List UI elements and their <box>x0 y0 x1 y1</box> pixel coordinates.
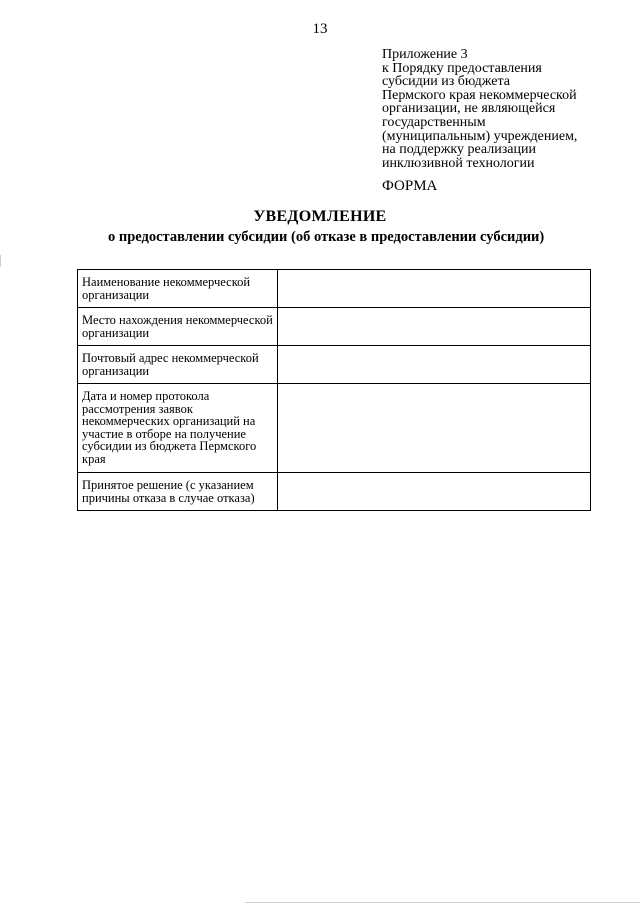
row-label-protocol: Дата и номер протокола рассмотрения заявок некоммерческих организаций на участие в отборе на получение субсидии из бюджета Пермского края <box>78 384 278 473</box>
appendix-line: Пермского края некоммерческой <box>382 87 577 103</box>
table-row <box>78 473 591 511</box>
row-label-org-name: Наименование некоммерческой организации <box>78 270 278 308</box>
row-label-postal-address: Почтовый адрес некоммерческой организации <box>78 346 278 384</box>
row-value-org-name <box>278 270 591 308</box>
table-row <box>78 308 591 346</box>
scan-artifact <box>0 255 3 267</box>
appendix-line: к Порядку предоставления <box>382 60 542 76</box>
appendix-line: (муниципальным) учреждением, <box>382 128 578 144</box>
table-row <box>78 270 591 308</box>
table-row <box>78 346 591 384</box>
table-row <box>78 384 591 473</box>
appendix-line: субсидии из бюджета <box>382 74 511 90</box>
appendix-line: на поддержку реализации <box>382 142 536 158</box>
form-label: ФОРМА <box>382 178 438 194</box>
notification-table <box>77 269 591 511</box>
row-value-decision <box>278 473 591 511</box>
appendix-line: государственным <box>382 114 486 130</box>
scan-artifact <box>245 902 640 903</box>
page-number: 13 <box>312 21 328 37</box>
document-title: УВЕДОМЛЕНИЕ <box>253 208 387 225</box>
row-value-postal-address <box>278 346 591 384</box>
row-label-org-location: Место нахождения некоммерческой организации <box>78 308 278 346</box>
appendix-line: инклюзивной технологии <box>382 155 535 171</box>
appendix-block <box>382 48 622 170</box>
appendix-line: Приложение 3 <box>382 47 468 62</box>
document-subtitle: о предоставлении субсидии (об отказе в предоставлении субсидии) <box>108 229 545 245</box>
row-value-protocol <box>278 384 591 473</box>
row-label-decision: Принятое решение (с указанием причины отказа в случае отказа) <box>78 473 278 511</box>
row-value-org-location <box>278 308 591 346</box>
appendix-line: организации, не являющейся <box>382 101 556 117</box>
